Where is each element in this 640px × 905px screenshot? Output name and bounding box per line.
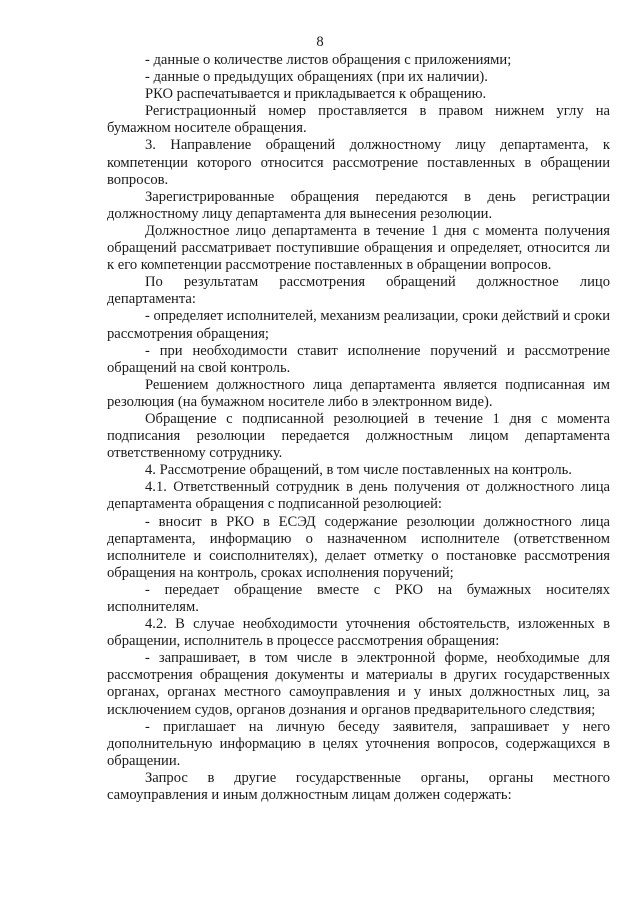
paragraph: 4. Рассмотрение обращений, в том числе поставленных на контроль. [145, 462, 572, 479]
paragraph: РКО распечатывается и прикладывается к обращению. [145, 86, 487, 103]
paragraph: - определяет исполнителей, механизм реализации, сроки действий и сроки рассмотрения обращения; [107, 308, 610, 342]
paragraph: - приглашает на личную беседу заявителя, запрашивает у него дополнительную информацию в целях уточнения вопросов, содержащихся в обращении. [107, 718, 610, 769]
paragraph: Решением должностного лица департамента является подписанная им резолюция (на бумажном носителе либо в электронном виде). [107, 376, 610, 410]
paragraph: 4.2. В случае необходимости уточнения обстоятельств, изложенных в обращении, исполнитель в процессе рассмотрения обращения: [107, 616, 610, 650]
paragraph: 4.1. Ответственный сотрудник в день получения от должностного лица департамента обращения с подписанной резолюцией: [107, 479, 610, 513]
paragraph: Зарегистрированные обращения передаются в день регистрации должностному лицу департамента для вынесения резолюции. [107, 188, 610, 222]
paragraph: - передает обращение вместе с РКО на бумажных носителях исполнителям. [107, 581, 610, 615]
paragraph: Регистрационный номер проставляется в правом нижнем углу на бумажном носителе обращения. [107, 103, 610, 137]
page-number: 8 [316, 34, 324, 50]
paragraph: - при необходимости ставит исполнение поручений и рассмотрение обращений на свой контроль. [107, 342, 610, 376]
paragraph: - данные о количестве листов обращения с приложениями; [145, 52, 512, 68]
paragraph: По результатам рассмотрения обращений должностное лицо департамента: [107, 274, 610, 308]
paragraph: Должностное лицо департамента в течение 1 дня с момента получения обращений рассматривает поступившие обращения и определяет, относится ли к его компетенции рассмотрение поставленных в обращении вопросов. [107, 222, 610, 274]
paragraph: - данные о предыдущих обращениях (при их наличии). [145, 69, 488, 86]
paragraph: Запрос в другие государственные органы, органы местного самоуправления и иным должностным лицам должен содержать: [107, 769, 610, 804]
paragraph: - запрашивает, в том числе в электронной форме, необходимые для рассмотрения обращения документы и материалы в других государственных органах, органах местного самоуправления и у иных должностных лиц, за исключением судов, органов дознания и органов предварительного следствия; [107, 650, 610, 718]
paragraph: Обращение с подписанной резолюцией в течение 1 дня с момента подписания резолюции передается должностным лицом департамента ответственному сотруднику. [107, 410, 610, 462]
paragraph: 3. Направление обращений должностному лицу департамента, к компетенции которого относится рассмотрение поставленных в обращении вопросов. [107, 137, 610, 188]
paragraph: - вносит в РКО в ЕСЭД содержание резолюции должностного лица департамента, информацию о назначенном исполнителе (ответственном исполнителе и соисполнителях), делает отметку о постановке рассмотрения обращения на контроль, сроках исполнения поручений; [107, 513, 610, 581]
document-body [107, 52, 610, 804]
